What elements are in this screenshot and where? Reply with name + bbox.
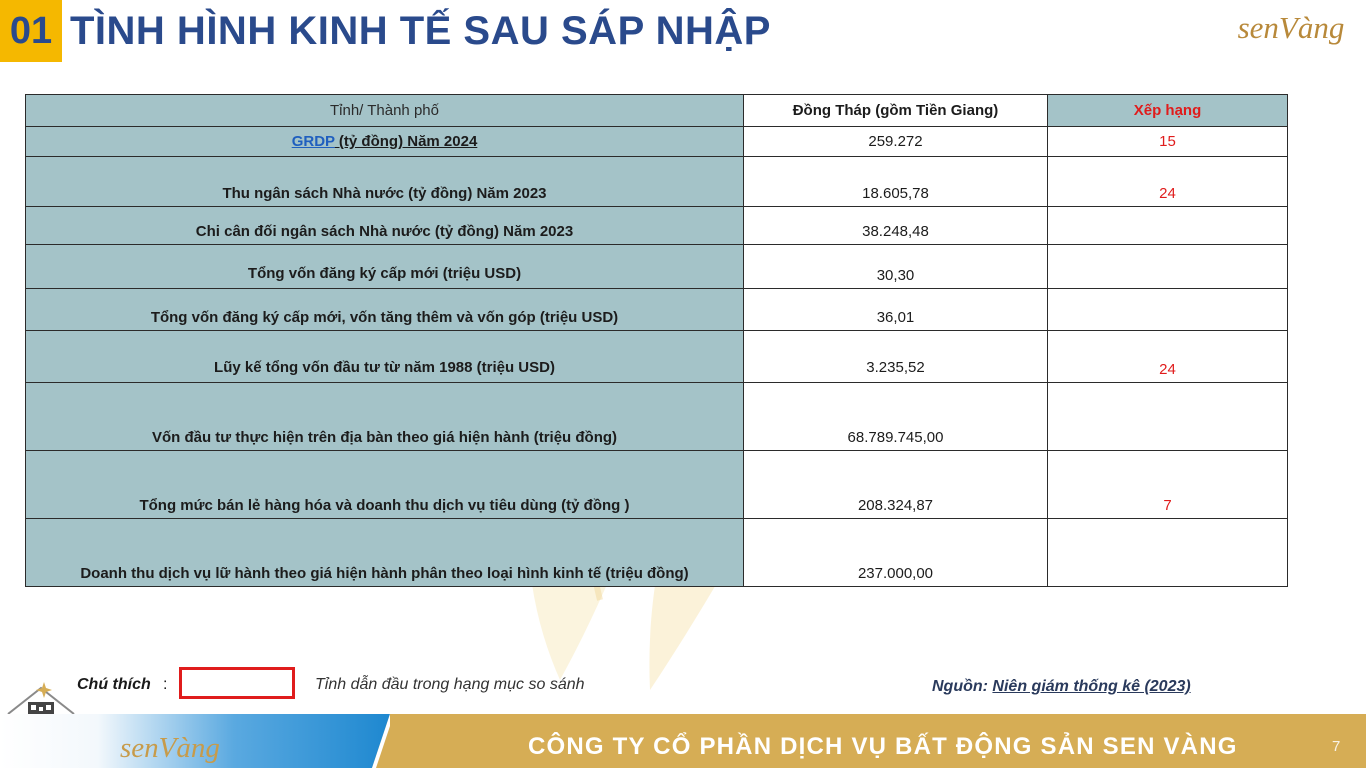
- grdp-rank: 15: [1048, 127, 1288, 157]
- grdp-link[interactable]: GRDP: [291, 133, 335, 150]
- row-label: Doanh thu dịch vụ lữ hành theo giá hiện hành phân theo loại hình kinh tế (triệu đồng): [26, 519, 744, 587]
- header-rank: Xếp hạng: [1048, 95, 1288, 127]
- page-number: 7: [1332, 738, 1341, 755]
- source-note: [932, 676, 1191, 698]
- slide-number: 01: [0, 0, 62, 62]
- row-rank: 24: [1048, 331, 1288, 383]
- table-row: [26, 289, 1288, 331]
- grdp-value: 259.272: [744, 127, 1048, 157]
- table-row: [26, 519, 1288, 587]
- table-row: [26, 207, 1288, 245]
- table-row: [26, 383, 1288, 451]
- row-rank: [1048, 383, 1288, 451]
- table-header-row: [26, 95, 1288, 127]
- table-row: [26, 157, 1288, 207]
- row-label: Thu ngân sách Nhà nước (tỷ đồng) Năm 2023: [26, 157, 744, 207]
- header-province: Tỉnh/ Thành phố: [26, 95, 744, 127]
- table-row-grdp: [26, 127, 1288, 157]
- row-rank: [1048, 207, 1288, 245]
- row-value: 3.235,52: [744, 331, 1048, 383]
- table-row: [26, 451, 1288, 519]
- page-title: TÌNH HÌNH KINH TẾ SAU SÁP NHẬP: [70, 9, 771, 53]
- row-rank: [1048, 245, 1288, 289]
- row-rank: 7: [1048, 451, 1288, 519]
- row-label: Vốn đầu tư thực hiện trên địa bàn theo giá hiện hành (triệu đồng): [26, 383, 744, 451]
- legend-label: Chú thích: [77, 676, 151, 693]
- row-label: Tổng vốn đăng ký cấp mới, vốn tăng thêm và vốn góp (triệu USD): [26, 289, 744, 331]
- row-label: Lũy kế tổng vốn đầu tư từ năm 1988 (triệu USD): [26, 331, 744, 383]
- row-value: 68.789.745,00: [744, 383, 1048, 451]
- legend-red-box: [179, 667, 295, 699]
- qr-house-icon: [6, 682, 76, 714]
- row-value: 208.324,87: [744, 451, 1048, 519]
- table-row: [26, 331, 1288, 383]
- legend-colon: :: [163, 676, 168, 693]
- source-link[interactable]: Niên giám thống kê (2023): [992, 678, 1191, 695]
- economy-table: [25, 94, 1288, 587]
- grdp-label: [26, 127, 744, 157]
- brand-logo: senVàng: [1237, 10, 1345, 45]
- row-rank: [1048, 289, 1288, 331]
- row-rank: 24: [1048, 157, 1288, 207]
- header-dong-thap: Đồng Tháp (gồm Tiền Giang): [744, 95, 1048, 127]
- row-label: Tổng mức bán lẻ hàng hóa và doanh thu dịch vụ tiêu dùng (tỷ đồng ): [26, 451, 744, 519]
- grdp-label-rest: (tỷ đồng) Năm 2024: [334, 133, 478, 150]
- legend-description: Tỉnh dẫn đầu trong hạng mục so sánh: [315, 676, 585, 693]
- row-value: 237.000,00: [744, 519, 1048, 587]
- row-value: 36,01: [744, 289, 1048, 331]
- source-prefix: Nguồn:: [932, 678, 993, 695]
- table-row: [26, 245, 1288, 289]
- row-label: Chi cân đối ngân sách Nhà nước (tỷ đồng) Năm 2023: [26, 207, 744, 245]
- row-value: 18.605,78: [744, 157, 1048, 207]
- row-value: 30,30: [744, 245, 1048, 289]
- row-label: Tổng vốn đăng ký cấp mới (triệu USD): [26, 245, 744, 289]
- company-name: CÔNG TY CỔ PHẦN DỊCH VỤ BẤT ĐỘNG SẢN SEN VÀNG: [528, 733, 1238, 760]
- row-value: 38.248,48: [744, 207, 1048, 245]
- footer-logo: senVàng: [120, 732, 220, 764]
- row-rank: [1048, 519, 1288, 587]
